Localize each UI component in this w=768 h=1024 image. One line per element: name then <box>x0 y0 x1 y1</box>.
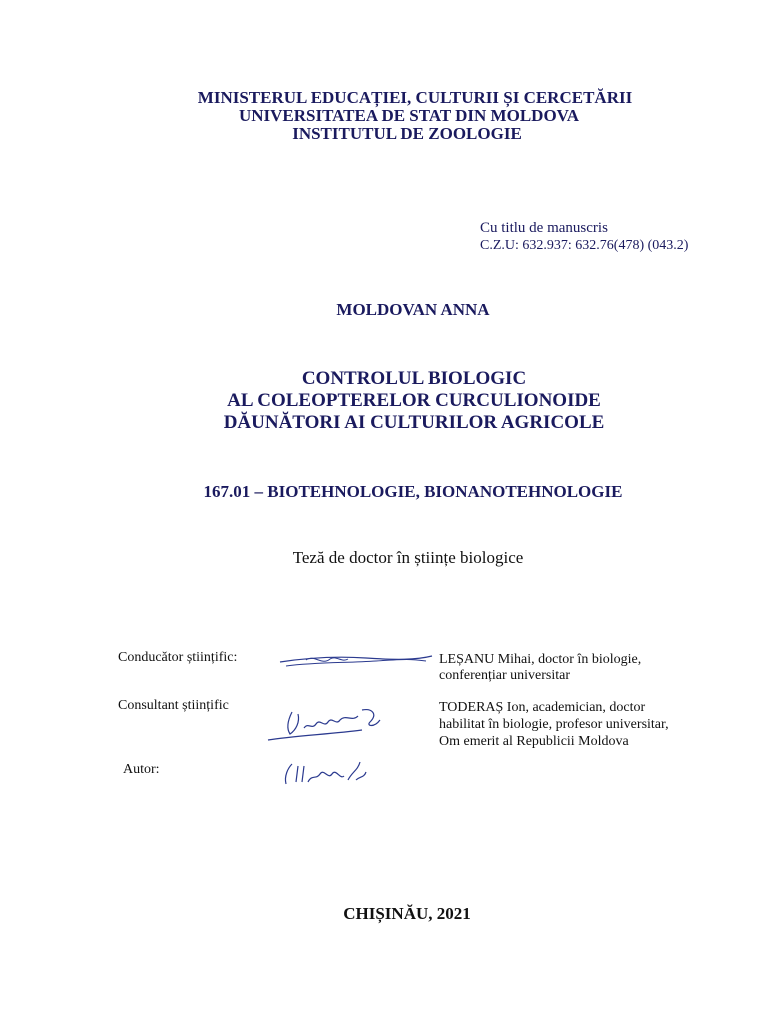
thesis-type: Teză de doctor în științe biologice <box>292 548 524 567</box>
supervisor-name-line-1: LEȘANU Mihai, doctor în biologie, <box>439 652 642 667</box>
ministry-heading: MINISTERUL EDUCAȚIEI, CULTURII ȘI CERCETĂRII <box>197 88 633 107</box>
consultant-name-line-3: Om emerit al Republicii Moldova <box>439 734 629 749</box>
author-name: MOLDOVAN ANNA <box>336 300 490 319</box>
place-and-year: CHIȘINĂU, 2021 <box>343 904 471 923</box>
consultant-signature <box>262 700 392 750</box>
supervisor-signature <box>276 650 436 672</box>
university-heading: UNIVERSITATEA DE STAT DIN MOLDOVA <box>238 106 580 125</box>
supervisor-name-line-2: conferențiar universitar <box>439 668 570 683</box>
supervisor-role-label: Conducător științific: <box>118 650 238 665</box>
specialty-code: 167.01 – BIOTEHNOLOGIE, BIONANOTEHNOLOGIE <box>203 482 623 501</box>
author-role-label: Autor: <box>123 762 160 777</box>
czu-code: C.Z.U: 632.937: 632.76(478) (043.2) <box>480 238 689 253</box>
consultant-name-line-1: TODERAȘ Ion, academician, doctor <box>439 700 646 715</box>
manuscript-note: Cu titlu de manuscris <box>480 220 608 236</box>
title-line-2: AL COLEOPTERELOR CURCULIONOIDE <box>227 390 601 411</box>
author-signature <box>280 758 370 790</box>
title-line-3: DĂUNĂTORI AI CULTURILOR AGRICOLE <box>223 412 605 433</box>
title-line-1: CONTROLUL BIOLOGIC <box>301 368 527 389</box>
institute-heading: INSTITUTUL DE ZOOLOGIE <box>292 124 522 143</box>
consultant-name-line-2: habilitat în biologie, profesor universitar, <box>439 717 669 732</box>
consultant-role-label: Consultant științific <box>118 698 229 713</box>
